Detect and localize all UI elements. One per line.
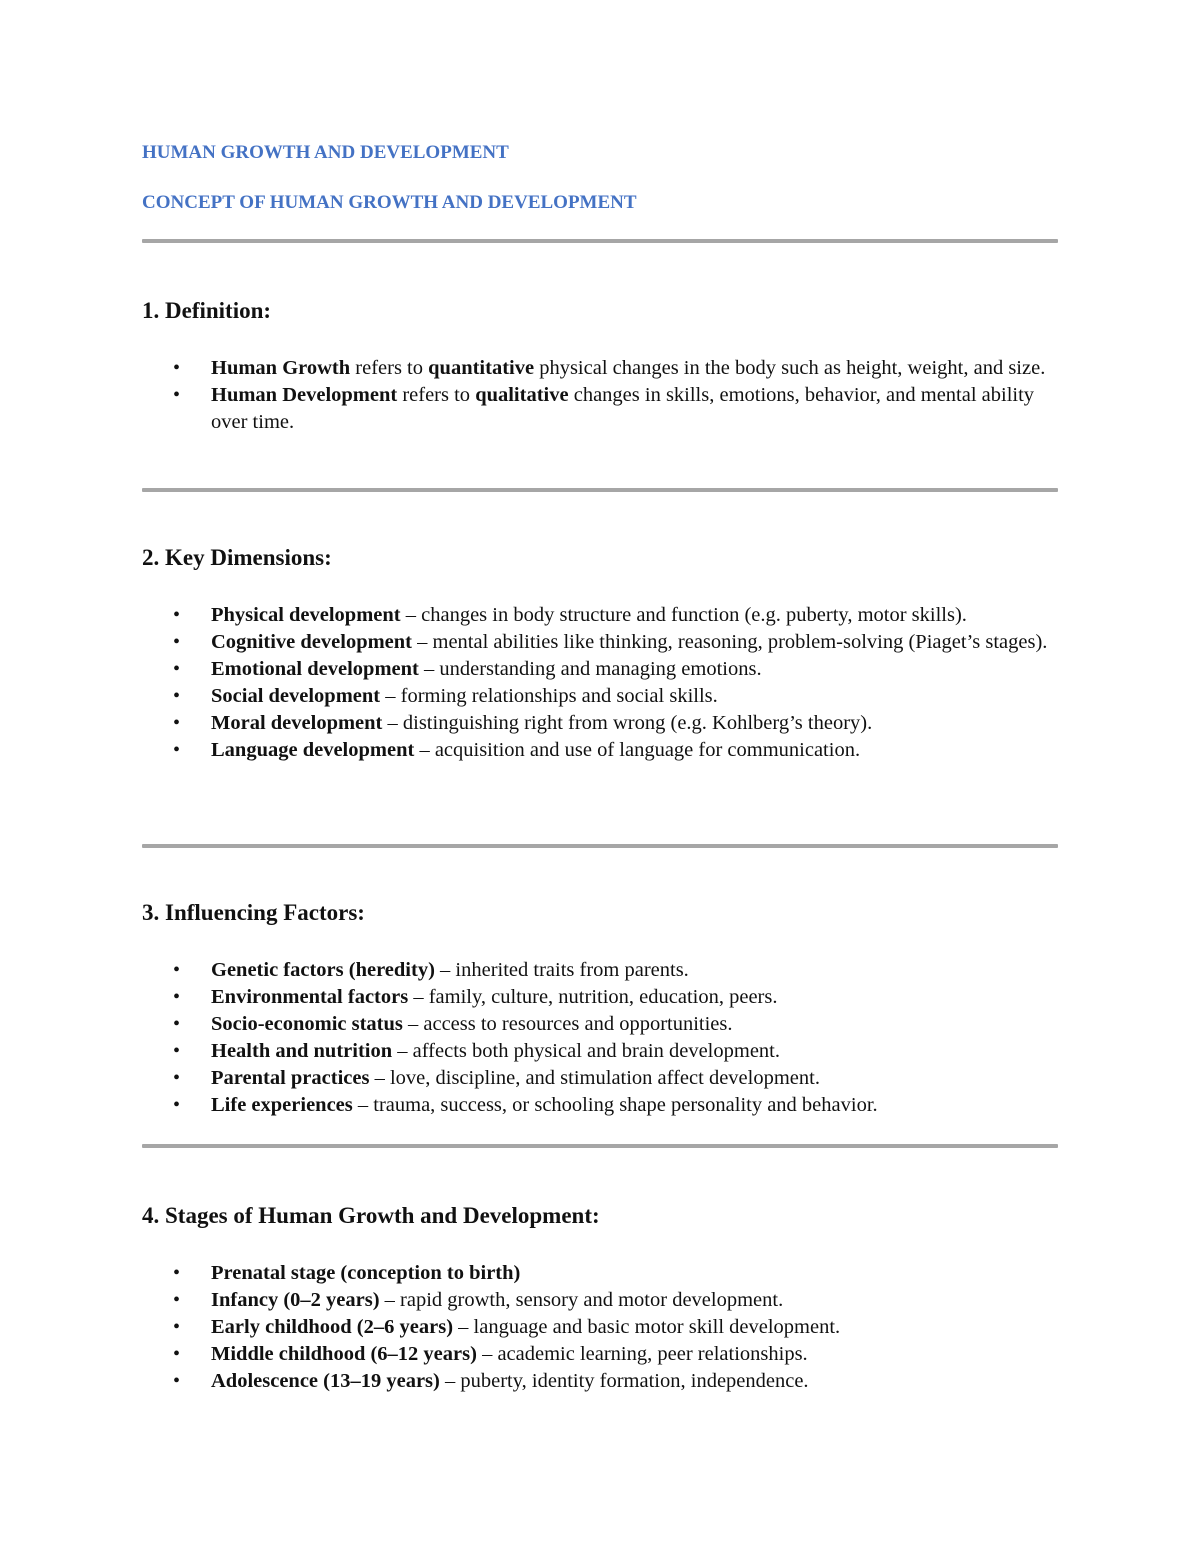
bullet-icon: • bbox=[173, 1094, 181, 1116]
horizontal-rule bbox=[142, 844, 1058, 848]
bullet-icon: • bbox=[173, 384, 181, 406]
bullet-icon: • bbox=[173, 1040, 181, 1062]
bullet-icon: • bbox=[173, 1343, 181, 1365]
list-item: • Early childhood (2–6 years) – language and basic motor skill development. bbox=[142, 1314, 1058, 1341]
list-item: • Physical development – changes in body structure and function (e.g. puberty, motor skills). bbox=[142, 602, 1058, 629]
bullet-icon: • bbox=[173, 986, 181, 1008]
bullet-icon: • bbox=[173, 1370, 181, 1392]
bullet-icon: • bbox=[173, 739, 181, 761]
list-item: • Infancy (0–2 years) – rapid growth, sensory and motor development. bbox=[142, 1287, 1058, 1314]
section-heading-key-dimensions: 2. Key Dimensions: bbox=[142, 545, 332, 570]
section-heading-influencing-factors: 3. Influencing Factors: bbox=[142, 900, 365, 925]
list-item: • Adolescence (13–19 years) – puberty, identity formation, independence. bbox=[142, 1368, 1058, 1395]
list-item: • Health and nutrition – affects both physical and brain development. bbox=[142, 1038, 1058, 1065]
list-item: • Parental practices – love, discipline, and stimulation affect development. bbox=[142, 1065, 1058, 1092]
bullet-icon: • bbox=[173, 357, 181, 379]
list-item: • Genetic factors (heredity) – inherited traits from parents. bbox=[142, 957, 1058, 984]
list-item: • Life experiences – trauma, success, or schooling shape personality and behavior. bbox=[142, 1092, 1058, 1119]
bullet-icon: • bbox=[173, 658, 181, 680]
list-item: • Environmental factors – family, culture, nutrition, education, peers. bbox=[142, 984, 1058, 1011]
list-item: • Human Development refers to qualitative changes in skills, emotions, behavior, and mental ability over time. bbox=[173, 384, 1035, 433]
bullet-icon: • bbox=[173, 1316, 181, 1338]
horizontal-rule bbox=[142, 239, 1058, 243]
list-item: • Prenatal stage (conception to birth) bbox=[142, 1260, 1058, 1287]
horizontal-rule bbox=[142, 1144, 1058, 1148]
bullet-icon: • bbox=[173, 1262, 181, 1284]
bullet-icon: • bbox=[173, 1289, 181, 1311]
list-item: • Social development – forming relationships and social skills. bbox=[142, 683, 1058, 710]
definition-list bbox=[142, 355, 1058, 436]
list-item: • Middle childhood (6–12 years) – academic learning, peer relationships. bbox=[142, 1341, 1058, 1368]
list-item: • Moral development – distinguishing right from wrong (e.g. Kohlberg’s theory). bbox=[142, 710, 1058, 737]
list-item: • Language development – acquisition and use of language for communication. bbox=[142, 737, 1058, 764]
bullet-icon: • bbox=[173, 959, 181, 981]
bullet-icon: • bbox=[173, 604, 181, 626]
influencing-factors-list bbox=[142, 957, 1058, 1119]
bullet-icon: • bbox=[173, 712, 181, 734]
stages-list bbox=[142, 1260, 1058, 1395]
document-subtitle: CONCEPT OF HUMAN GROWTH AND DEVELOPMENT bbox=[142, 192, 637, 213]
document-title: HUMAN GROWTH AND DEVELOPMENT bbox=[142, 142, 509, 163]
bullet-icon: • bbox=[173, 1067, 181, 1089]
bullet-icon: • bbox=[173, 685, 181, 707]
bullet-icon: • bbox=[173, 631, 181, 653]
list-item: • Socio-economic status – access to resources and opportunities. bbox=[142, 1011, 1058, 1038]
list-item: • Emotional development – understanding and managing emotions. bbox=[142, 656, 1058, 683]
key-dimensions-list bbox=[142, 602, 1058, 764]
horizontal-rule bbox=[142, 488, 1058, 492]
bullet-icon: • bbox=[173, 1013, 181, 1035]
section-heading-stages: 4. Stages of Human Growth and Development: bbox=[142, 1203, 600, 1228]
section-heading-definition: 1. Definition: bbox=[142, 298, 272, 323]
list-item: • Human Growth refers to quantitative physical changes in the body such as height, weight, and size. bbox=[142, 355, 1058, 382]
list-item: • Cognitive development – mental abilities like thinking, reasoning, problem-solving (Piaget’s stages). bbox=[142, 629, 1058, 656]
